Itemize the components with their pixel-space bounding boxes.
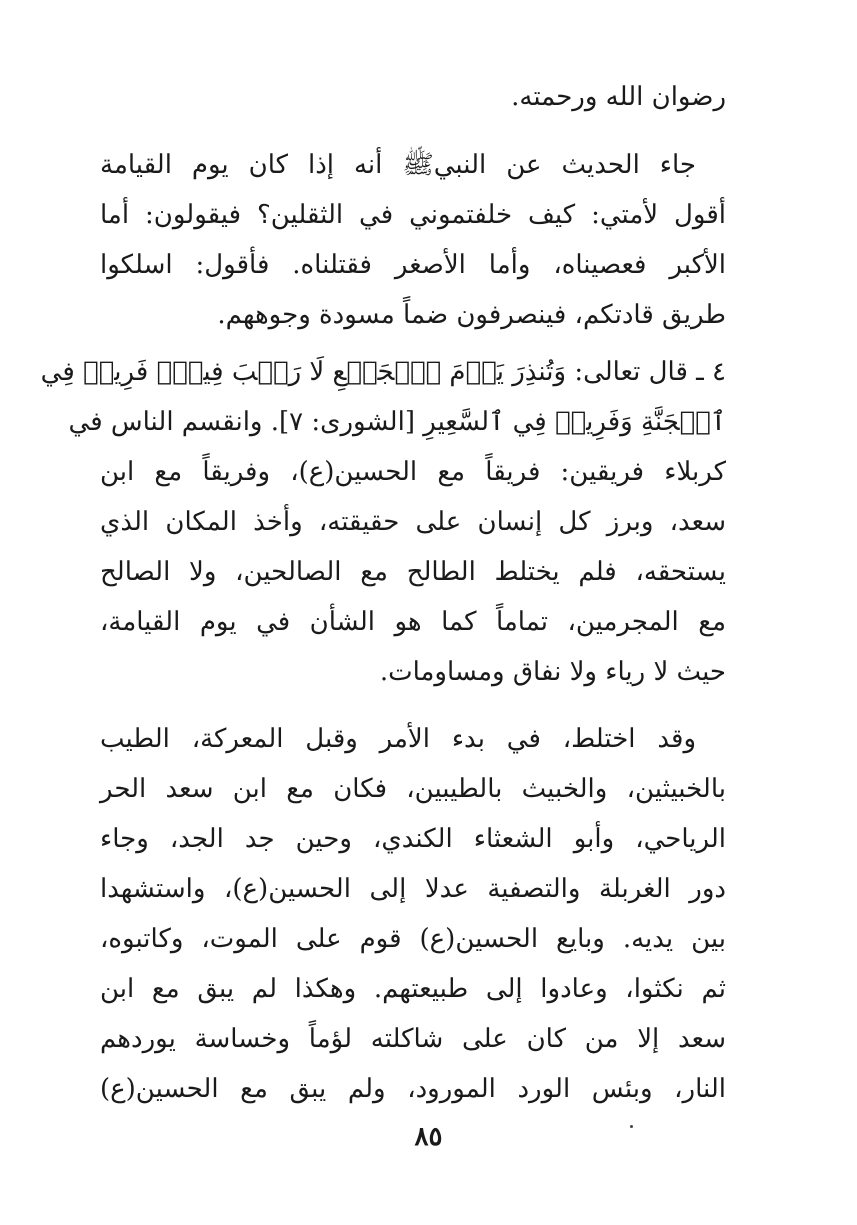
text-line: كربلاء فريقين: فريقاً مع الحسين(ع)، وفريقاً مع ابن xyxy=(100,457,726,487)
text-line: وقد اختلط، في بدء الأمر وقبل المعركة، الطيب xyxy=(100,724,696,754)
text-line: ٤ ـ قال تعالى: وَتُنذِرَ يَوۡمَ ٱلۡجَمۡعِ لَا رَيۡبَ فِيهِۚ فَرِيقٞ فِي xyxy=(40,357,726,387)
text-line: طريق قادتكم، فينصرفون ضماً مسودة وجوههم. xyxy=(217,300,726,330)
text-line: بين يديه. وبايع الحسين(ع) قوم على الموت، وكاتبوه، xyxy=(100,924,726,954)
text-line: بالخبيثين، والخبيث بالطيبين، فكان مع ابن سعد الحر xyxy=(100,774,726,804)
text-line: سعد، وبرز كل إنسان على حقيقته، وأخذ المكان الذي xyxy=(100,507,726,537)
paragraph-continuation xyxy=(100,72,726,122)
paragraph-karbala xyxy=(100,714,726,1114)
text-line: جاء الحديث عن النبيﷺ أنه إذا كان يوم القيامة xyxy=(100,150,696,180)
text-line: دور الغربلة والتصفية عدلا إلى الحسين(ع)، واستشهدا xyxy=(100,874,726,904)
text-line: الرياحي، وأبو الشعثاء الكندي، وحين جد الجد، وجاء xyxy=(100,824,726,854)
paragraph-quran-verse xyxy=(40,347,726,697)
text-line: سعد إلا من كان على شاكلته لؤماً وخساسة يوردهم xyxy=(100,1024,726,1054)
text-line: النار، وبئس الورد المورود، ولم يبق مع الحسين(ع) xyxy=(100,1074,726,1104)
text-line: أقول لأمتي: كيف خلفتموني في الثقلين؟ فيقولون: أما xyxy=(100,200,726,230)
text-line: ثم نكثوا، وعادوا إلى طبيعتهم. وهكذا لم يبق مع ابن xyxy=(100,974,726,1004)
text-line: يستحقه، فلم يختلط الطالح مع الصالحين، ولا الصالح xyxy=(100,557,726,587)
text-line: مع المجرمين، تماماً كما هو الشأن في يوم القيامة، xyxy=(100,607,726,637)
text-line: ٱلۡجَنَّةِ وَفَرِيقٞ فِي ٱلسَّعِيرِ [الشورى: ٧]. وانقسم الناس في xyxy=(68,407,726,437)
text-line: رضوان الله ورحمته. xyxy=(511,82,726,112)
paragraph-hadith xyxy=(100,140,726,340)
page-number: ٨٥ xyxy=(414,1122,443,1152)
text-line: حيث لا رياء ولا نفاق ومساومات. xyxy=(379,657,726,687)
text-line: الأكبر فعصيناه، وأما الأصغر فقتلناه. فأقول: اسلكوا xyxy=(100,250,726,280)
